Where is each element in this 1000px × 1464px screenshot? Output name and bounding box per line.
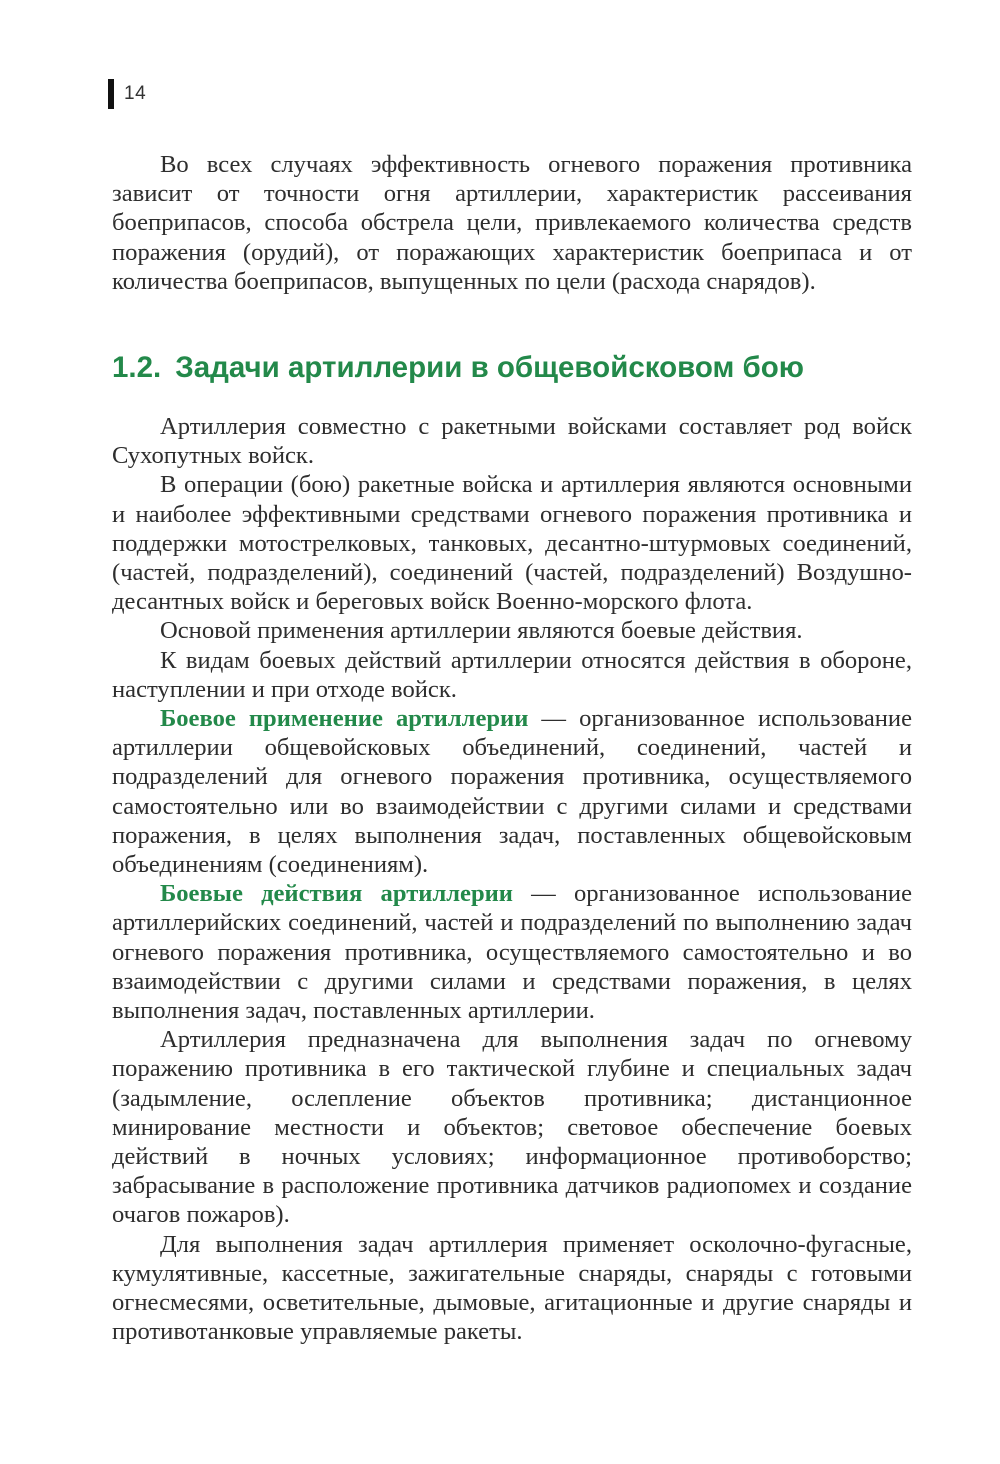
section-body (112, 412, 912, 1347)
section-number: 1.2. (112, 351, 162, 384)
paragraph-7: Артиллерия предназначена для выполнения задач по огневому поражению противника в его тактической глубине и специальных задач (задымление, ослепление объектов противника; дистанционное минирование местности и объектов; световое обеспечение боевых действий в ночных условиях; информационное противоборство; забрасывание в расположение противника датчиков радиопомех и создание очагов пожаров). (112, 1026, 912, 1229)
paragraph-2: В операции (бою) ракетные войска и артиллерия являются основными и наиболее эффективными средствами огневого поражения противника и поддержки мотострелковых, танковых, десантно-штурмовых соединений, (частей, подразделений), соединений (частей, подразделений) Воздушно-десантных войск и береговых войск Военно-морского флота. (112, 471, 912, 616)
term-combat-use: Боевое применение артиллерии (160, 705, 529, 733)
section-heading (112, 348, 932, 388)
paragraph-5 (112, 704, 912, 879)
page-header (108, 78, 146, 110)
intro-text-block (112, 150, 912, 296)
definition-combat-actions: — организованное использование артиллерийских соединений, частей и подразделений по выполнению задач огневого поражения противника, осуществляемого самостоятельно и во взаимодействии с другими силами и средствами поражения, в целях выполнения задач, поставленных артиллерии. (112, 880, 912, 1025)
paragraph-3: Основой применения артиллерии являются боевые действия. (160, 617, 803, 645)
page-number: 14 (124, 83, 147, 104)
term-combat-actions: Боевые действия артиллерии (160, 880, 513, 908)
paragraph-6 (112, 879, 912, 1025)
paragraph-8: Для выполнения задач артиллерия применяет осколочно-фугасные, кумулятивные, кассетные, зажигательные снаряды, снаряды с готовыми огнесмесями, осветительные, дымовые, агитационные и другие снаряды и противотанковые управляемые ракеты. (112, 1230, 912, 1346)
section-title: Задачи артиллерии в общевойсковом бою (175, 351, 804, 384)
header-marker-bar (108, 79, 114, 109)
definition-combat-use: — организованное использование артиллерии общевойсковых объединений, соединений, частей и подразделений для огневого поражения противника, осуществляемого самостоятельно или во взаимодействии с другими силами и средствами поражения, в целях выполнения задач, поставленных общевойсковым объединениям (соединениям). (112, 705, 912, 879)
intro-paragraph: Во всех случаях эффективность огневого поражения противника зависит от точности огня артиллерии, характеристик рассеивания боеприпасов, способа обстрела цели, привлекаемого количества средств поражения (орудий), от поражающих характеристик боеприпаса и от количества боеприпасов, выпущенных по цели (расхода снарядов). (112, 151, 912, 295)
paragraph-4: К видам боевых действий артиллерии относятся действия в обороне, наступлении и при отходе войск. (112, 646, 912, 703)
paragraph-1: Артиллерия совместно с ракетными войсками составляет род войск Сухопутных войск. (112, 413, 912, 470)
